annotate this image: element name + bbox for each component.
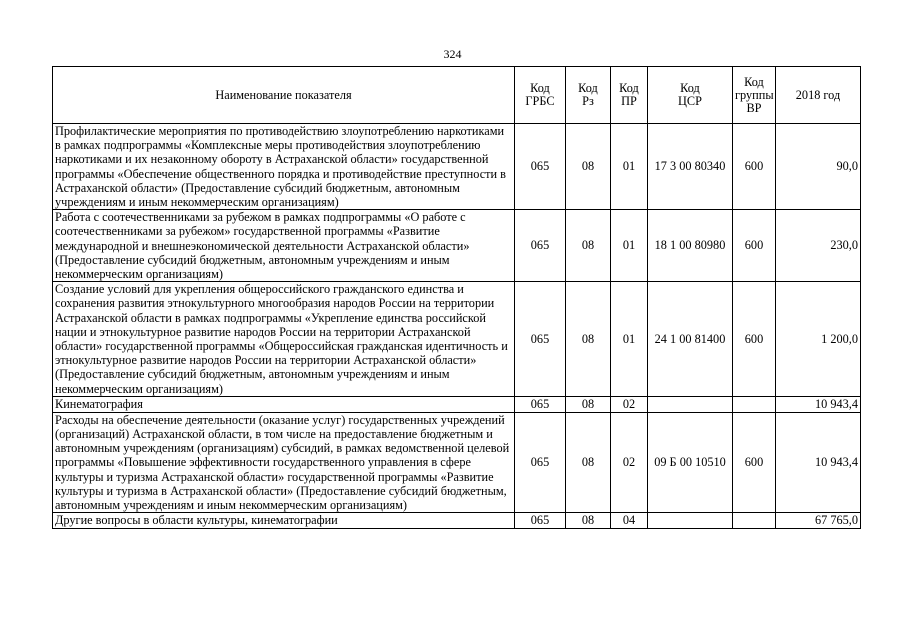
row-rz: 08 bbox=[566, 282, 611, 397]
row-pr: 02 bbox=[611, 412, 648, 512]
row-amount: 230,0 bbox=[776, 210, 861, 282]
row-vr bbox=[733, 513, 776, 529]
row-name: Расходы на обеспечение деятельности (оказание услуг) государственных учреждений (организаций) Астраханской области, в том числе на предоставление бюджетным и автономным учреждениям (организациям) субсидий, в рамках ведомственной целевой программы «Повышение эффективности государственного управления в сфере культуры и туризма Астраханской области» государственной программы «Развитие культуры и туризма в Астраханской области» (Предоставление субсидий бюджетным, автономным учреждениям и иным некоммерческим организациям) bbox=[53, 412, 515, 512]
row-csr: 18 1 00 80980 bbox=[648, 210, 733, 282]
row-rz: 08 bbox=[566, 396, 611, 412]
header-year: 2018 год bbox=[776, 67, 861, 124]
row-rz: 08 bbox=[566, 412, 611, 512]
row-vr bbox=[733, 396, 776, 412]
row-rz: 08 bbox=[566, 513, 611, 529]
row-grbs: 065 bbox=[515, 513, 566, 529]
budget-table bbox=[52, 66, 861, 529]
header-vr: Код группы ВР bbox=[733, 67, 776, 124]
table-row bbox=[53, 124, 861, 210]
table-row bbox=[53, 396, 861, 412]
row-grbs: 065 bbox=[515, 124, 566, 210]
table-header-row bbox=[53, 67, 861, 124]
row-csr: 24 1 00 81400 bbox=[648, 282, 733, 397]
header-grbs: Код ГРБС bbox=[515, 67, 566, 124]
row-pr: 02 bbox=[611, 396, 648, 412]
header-rz: Код Рз bbox=[566, 67, 611, 124]
table-row bbox=[53, 210, 861, 282]
row-csr: 09 Б 00 10510 bbox=[648, 412, 733, 512]
row-csr bbox=[648, 396, 733, 412]
row-vr: 600 bbox=[733, 282, 776, 397]
row-grbs: 065 bbox=[515, 210, 566, 282]
row-csr: 17 3 00 80340 bbox=[648, 124, 733, 210]
page-number: 324 bbox=[443, 47, 462, 61]
row-amount: 67 765,0 bbox=[776, 513, 861, 529]
row-grbs: 065 bbox=[515, 282, 566, 397]
row-name: Другие вопросы в области культуры, кинематографии bbox=[53, 513, 515, 529]
row-name: Работа с соотечественниками за рубежом в рамках подпрограммы «О работе с соотечественниками за рубежом» государственной программы «Развитие международной и внешнеэкономической деятельности Астраханской области» (Предоставление субсидий бюджетным, автономным учреждениям и иным некоммерческим организациям) bbox=[53, 210, 515, 282]
row-amount: 10 943,4 bbox=[776, 396, 861, 412]
row-name: Кинематография bbox=[53, 396, 515, 412]
row-pr: 01 bbox=[611, 210, 648, 282]
row-grbs: 065 bbox=[515, 412, 566, 512]
row-rz: 08 bbox=[566, 124, 611, 210]
row-pr: 01 bbox=[611, 124, 648, 210]
row-amount: 1 200,0 bbox=[776, 282, 861, 397]
row-amount: 10 943,4 bbox=[776, 412, 861, 512]
table-row bbox=[53, 412, 861, 512]
header-pr: Код ПР bbox=[611, 67, 648, 124]
header-csr: Код ЦСР bbox=[648, 67, 733, 124]
row-amount: 90,0 bbox=[776, 124, 861, 210]
table-row bbox=[53, 513, 861, 529]
row-vr: 600 bbox=[733, 124, 776, 210]
row-grbs: 065 bbox=[515, 396, 566, 412]
table-row bbox=[53, 282, 861, 397]
row-rz: 08 bbox=[566, 210, 611, 282]
row-name: Создание условий для укрепления общероссийского гражданского единства и сохранения развития этнокультурного многообразия народов России на территории Астраханской области в рамках подпрограммы «Укрепление единства российской нации и этнокультурное развитие народов России на территории Астраханской области» государственной программы «Общероссийская гражданская идентичность и этнокультурное развитие народов России на территории Астраханской области» (Предоставление субсидий бюджетным, автономным учреждениям и иным некоммерческим организациям) bbox=[53, 282, 515, 397]
row-vr: 600 bbox=[733, 412, 776, 512]
row-pr: 04 bbox=[611, 513, 648, 529]
row-csr bbox=[648, 513, 733, 529]
header-name: Наименование показателя bbox=[53, 67, 515, 124]
row-name: Профилактические мероприятия по противодействию злоупотреблению наркотиками в рамках подпрограммы «Комплексные меры противодействия злоупотреблению наркотиками и их незаконному обороту в Астраханской области» государственной программы «Обеспечение общественного порядка и противодействие преступности в Астраханской области» (Предоставление субсидий бюджетным, автономным учреждениям и иным некоммерческим организациям) bbox=[53, 124, 515, 210]
row-vr: 600 bbox=[733, 210, 776, 282]
row-pr: 01 bbox=[611, 282, 648, 397]
